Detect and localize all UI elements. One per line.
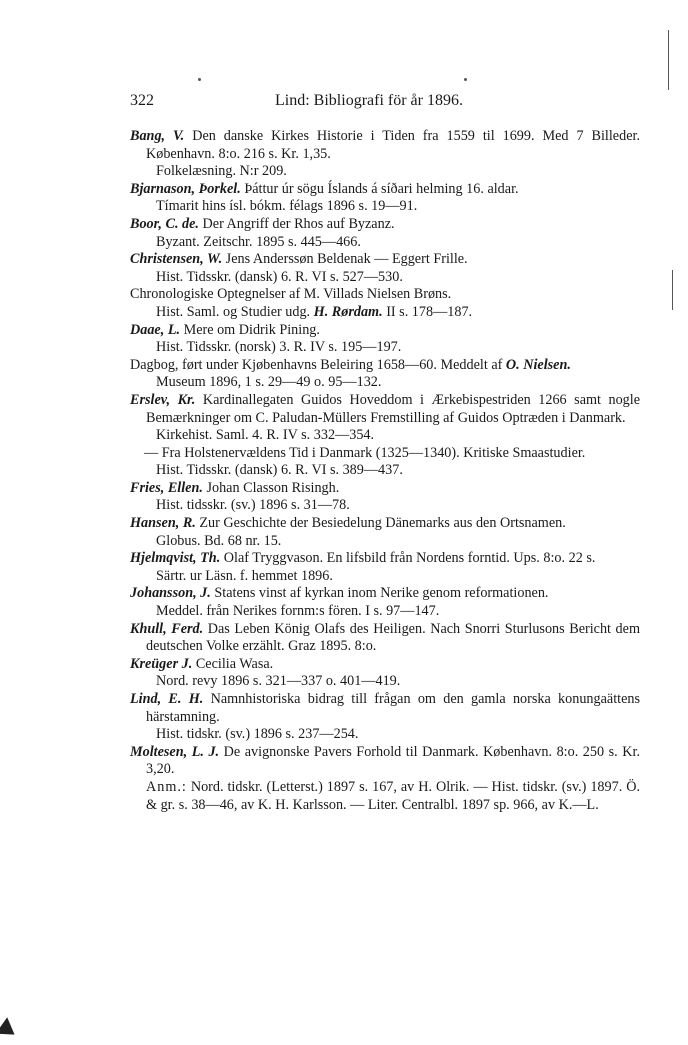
entry-text: Cecilia Wasa.	[192, 655, 274, 672]
bibliography-entry	[130, 691, 640, 744]
entry-source: Tímarit hins ísl. bókm. félags 1896 s. 19—91.	[156, 198, 418, 215]
entry-text: Kardinallegaten Guidos Hoveddom i Ærkebispestriden 1266 samt nogle Bemærkninger om C. Paludan-Müllers Fremstilling af Guidos Optræden i Danmark.	[146, 391, 640, 426]
entry-author: Bang, V.	[130, 128, 185, 144]
entry-source: Globus. Bd. 68 nr. 15.	[156, 532, 282, 549]
bibliography-entry	[130, 251, 640, 286]
entry-source: Hist. tidsskr. (sv.) 1896 s. 31—78.	[156, 497, 350, 514]
entry-text: Das Leben König Olafs des Heiligen. Nach Snorri Sturlusons Bericht dem deutschen Volke erzählt. Graz 1895. 8:o.	[146, 620, 640, 655]
entry-text: Namnhistoriska bidrag till frågan om den gamla norska konungaättens härstamning.	[146, 691, 641, 725]
entry-text: Þáttur úr sögu Íslands á síðari helming 16. aldar.	[240, 180, 519, 197]
entry-author: Erslev, Kr.	[130, 391, 196, 408]
entry-source: Kirkehist. Saml. 4. R. IV s. 332—354.	[156, 427, 375, 444]
entry-source: Hist. Tidsskr. (norsk) 3. R. IV s. 195—197.	[156, 339, 402, 356]
entry-author: Hjelmqvist, Th.	[130, 550, 221, 567]
entry-author: Christensen, W.	[130, 251, 223, 268]
entry-text: Jens Anderssøn Beldenak — Eggert Frille.	[222, 251, 468, 268]
entry-source: Folkelæsning. N:r 209.	[156, 163, 287, 180]
entry-source: Hist. Tidsskr. (dansk) 6. R. VI s. 389—437.	[156, 462, 403, 479]
entry-source: Hist. tidskr. (sv.) 1896 s. 237—254.	[156, 726, 359, 743]
bibliography-entry	[130, 515, 640, 550]
entry-source: Museum 1896, 1 s. 29—49 o. 95—132.	[156, 374, 382, 391]
entry-source-text: II s. 178—187.	[382, 303, 473, 320]
bibliography-entry	[130, 392, 640, 445]
entry-author: Boor, C. de.	[130, 215, 199, 232]
bibliography-entry	[130, 357, 640, 392]
scan-speck	[464, 78, 467, 81]
entry-author: Moltesen, L. J.	[130, 743, 220, 760]
bibliography-entry	[130, 181, 640, 216]
entry-text: De avignonske Pavers Forhold til Danmark. København. 8:o. 250 s. Kr. 3,20.	[146, 743, 640, 778]
entry-text: Olaf Tryggvason. En lifsbild från Nordens forntid. Ups. 8:o. 22 s.	[220, 550, 596, 567]
scan-edge-line	[668, 30, 669, 90]
bibliography-entry	[130, 621, 640, 656]
bibliography-entry	[130, 480, 640, 515]
bibliography-entry	[130, 585, 640, 620]
entry-editor: O. Nielsen.	[505, 356, 571, 373]
entry-source: Meddel. från Nerikes fornm:s fören. I s. 97—147.	[156, 603, 440, 620]
scan-edge-line	[672, 270, 673, 310]
entry-author: Khull, Ferd.	[130, 620, 204, 637]
entry-source: Hist. Tidsskr. (dansk) 6. R. VI s. 527—530.	[156, 268, 403, 285]
entry-author: Hansen, R.	[130, 515, 196, 532]
bibliography-entry	[130, 550, 640, 585]
bibliography-entry	[130, 128, 640, 181]
bibliography-entry	[130, 322, 640, 357]
page-header	[130, 92, 608, 114]
entry-editor: H. Rørdam.	[313, 303, 383, 320]
bibliography-entry	[130, 216, 640, 251]
bibliography-entry	[130, 744, 640, 814]
page-corner-arrow-icon	[0, 1017, 20, 1043]
bibliography-entry	[130, 445, 640, 480]
page-number: 322	[130, 92, 154, 109]
running-title: Lind: Bibliografi för år 1896.	[275, 92, 463, 109]
entry-text: Mere om Didrik Pining.	[180, 321, 320, 338]
entry-source: Byzant. Zeitschr. 1895 s. 445—466.	[156, 233, 361, 250]
bibliography-entry	[130, 656, 640, 691]
entry-text: Der Angriff der Rhos auf Byzanz.	[198, 215, 395, 232]
entry-text: Fra Holstenervældens Tid i Danmark (1325—1340). Kritiske Smaastudier.	[161, 444, 586, 461]
entry-dash: —	[144, 444, 162, 461]
entry-source	[130, 304, 640, 322]
bibliography-entry	[130, 286, 640, 321]
entry-author: Fries, Ellen.	[130, 479, 203, 496]
review-text: Nord. tidskr. (Letterst.) 1897 s. 167, av H. Olrik. — Hist. tidskr. (sv.) 1897. Ö. & gr. s. 38—46, av K. H. Karlsson. — Liter. Centralbl. 1897 sp. 966, av K.—L.	[146, 778, 640, 813]
entry-author: Daae, L.	[130, 321, 181, 338]
entry-text: Statens vinst af kyrkan inom Nerike genom reformationen.	[210, 585, 549, 602]
bibliography-list	[130, 128, 640, 814]
entry-text: Chronologiske Optegnelser af M. Villads Nielsen Brøns.	[130, 286, 452, 303]
entry-text: Den danske Kirkes Historie i Tiden fra 1559 til 1699. Med 7 Billeder. København. 8:o. 216 s. Kr. 1,35.	[146, 128, 640, 162]
entry-text: Dagbog, ført under Kjøbenhavns Beleiring 1658—60. Meddelt af	[130, 356, 506, 373]
entry-author: Lind, E. H.	[130, 691, 204, 707]
entry-author: Bjarnason, Þorkel.	[130, 180, 241, 197]
entry-author: Johansson, J.	[130, 585, 211, 602]
entry-text: Johan Classon Risingh.	[202, 479, 340, 496]
entry-review	[130, 779, 640, 814]
review-label: Anm.:	[146, 778, 187, 795]
scan-speck	[198, 78, 201, 81]
entry-author: Kreüger J.	[130, 655, 193, 672]
entry-source: Nord. revy 1896 s. 321—337 o. 401—419.	[156, 673, 401, 690]
entry-source: Särtr. ur Läsn. f. hemmet 1896.	[156, 567, 333, 584]
entry-source-text: Hist. Saml. og Studier udg.	[156, 303, 314, 320]
entry-text: Zur Geschichte der Besiedelung Dänemarks aus den Ortsnamen.	[195, 515, 566, 532]
